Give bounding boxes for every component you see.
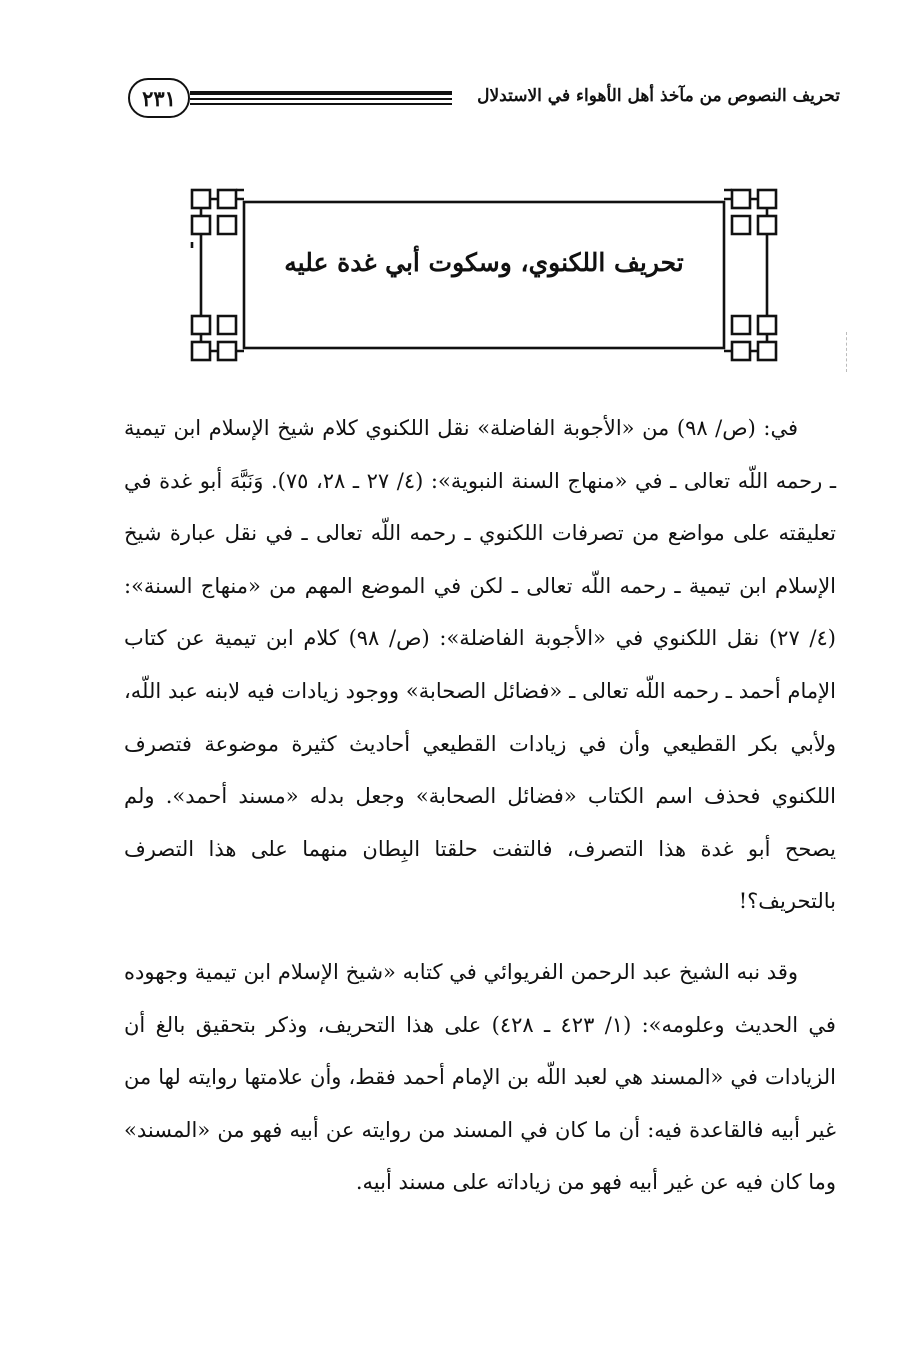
header-rule-thin [190, 103, 452, 105]
scan-artifact [846, 332, 849, 372]
page-number: ٢٣١ [128, 78, 190, 118]
section-title-frame [188, 186, 780, 364]
running-header [128, 78, 840, 122]
running-title: تحريف النصوص من مآخذ أهل الأهواء في الاستدلال [477, 86, 840, 106]
body-text [124, 402, 836, 1209]
paragraph: وقد نبه الشيخ عبد الرحمن الفريوائي في كتابه «شيخ الإسلام ابن تيمية وجهوده في الحديث وعلومه»: (١/ ٤٢٣ ـ ٤٢٨) على هذا التحريف، وذكر بتحقيق بالغ أن الزيادات في «المسند هي لعبد اللّه بن الإمام أحمد فقط، وأن علامتها روايته لها من غير أبيه فالقاعدة فيه: أن ما كان في المسند من روايته عن أبيه فهو من «المسند» وما كان فيه عن غير أبيه فهو من زياداته على مسند أبيه. [124, 959, 836, 1195]
header-rule-thick [190, 91, 452, 95]
section-title: تحريف اللكنوي، وسكوت أبي غدة عليه [284, 248, 684, 277]
header-rule-thin [190, 98, 452, 100]
paragraph: في: (ص/ ٩٨) من «الأجوبة الفاضلة» نقل اللكنوي كلام شيخ الإسلام ابن تيمية ـ رحمه اللّه تعالى ـ في «منهاج السنة النبوية»: (٤/ ٢٧ ـ ٢٨، ٧٥). وَنَبَّهَ أبو غدة في تعليقته على مواضع من تصرفات اللكنوي ـ رحمه اللّه تعالى ـ في نقل عبارة شيخ الإسلام ابن تيمية ـ رحمه اللّه تعالى ـ لكن في الموضع المهم من «منهاج السنة»: (٤/ ٢٧) نقل اللكنوي في «الأجوبة الفاضلة»: (ص/ ٩٨) كلام ابن تيمية عن كتاب الإمام أحمد ـ رحمه اللّه تعالى ـ «فضائل الصحابة» ووجود زيادات فيه لابنه عبد اللّه، ولأبي بكر القطيعي وأن في زيادات القطيعي أحاديث كثيرة موضوعة فتصرف اللكنوي فحذف اسم الكتاب «فضائل الصحابة» وجعل بدله «مسند أحمد». ولم يصحح أبو غدة هذا التصرف، فالتفت حلقتا البِطان منهما على هذا التصرف بالتحريف؟! [124, 416, 836, 914]
